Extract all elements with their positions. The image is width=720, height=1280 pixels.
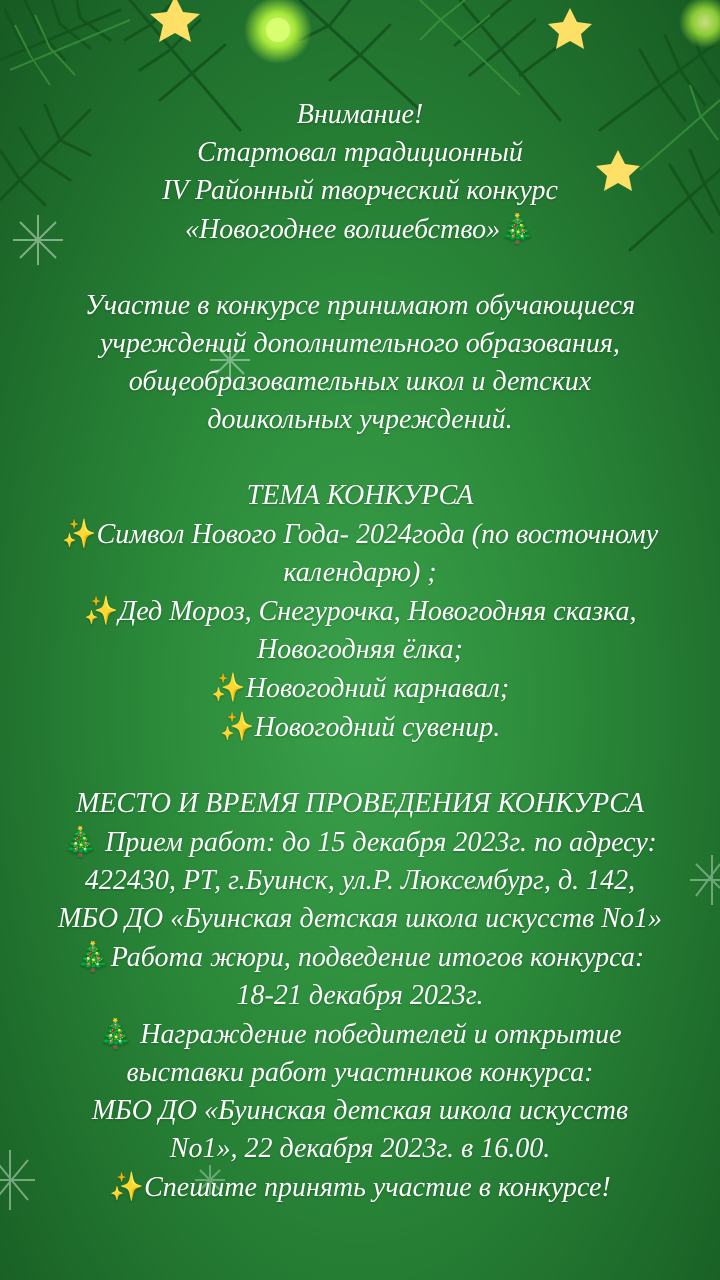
place-text: Награждение победителей и открытие [133, 1019, 622, 1050]
place-line [0, 1092, 720, 1130]
intro-text: Внимание! [296, 99, 424, 130]
intro-line [0, 96, 720, 134]
place-text: МБО ДО «Буинская детская школа искусств [91, 1095, 629, 1126]
tree-icon: 🎄 [63, 825, 99, 858]
theme-line [0, 669, 720, 708]
contest-name: «Новогоднее волшебство» [185, 214, 501, 245]
intro-text: IV Районный творческий конкурс [162, 175, 558, 206]
sparkles-icon: ✨ [83, 594, 119, 627]
announcement-text [0, 96, 720, 1207]
place-text: МБО ДО «Буинская детская школа искусств No1» [58, 903, 662, 934]
place-line [0, 1054, 720, 1092]
star-icon [548, 8, 592, 49]
theme-line [0, 631, 720, 669]
theme-line [0, 515, 720, 554]
theme-text: Новогодняя ёлка; [256, 634, 463, 665]
participants-line: дошкольных учреждений. [207, 404, 513, 435]
theme-block [0, 477, 720, 747]
participants-line: общеобразовательных школ и детских [128, 366, 592, 397]
theme-line [0, 592, 720, 631]
sparkles-icon: ✨ [61, 517, 97, 550]
place-text: 18-21 декабря 2023г. [236, 980, 484, 1011]
place-block [0, 785, 720, 1207]
intro-line [0, 172, 720, 210]
theme-line [0, 554, 720, 592]
place-line [0, 900, 720, 938]
star-icon [150, 0, 200, 42]
place-text: Работа жюри, подведение итогов конкурса: [110, 942, 645, 973]
theme-text: Дед Мороз, Снегурочка, Новогодняя сказка, [118, 596, 637, 627]
intro-block [0, 96, 720, 249]
place-line [0, 823, 720, 862]
place-text: No1», 22 декабря 2023г. в 16.00. [169, 1133, 551, 1164]
theme-text: Новогодний карнавал; [245, 673, 510, 704]
tree-icon: 🎄 [500, 212, 535, 245]
call-to-action: Спешите принять участие в конкурсе! [144, 1172, 611, 1203]
participants-line: Участие в конкурсе принимают обучающиеся [84, 290, 636, 321]
sparkles-icon: ✨ [109, 1170, 145, 1203]
place-title: МЕСТО И ВРЕМЯ ПРОВЕДЕНИЯ КОНКУРСА [76, 788, 644, 819]
place-line [0, 1130, 720, 1168]
tree-icon: 🎄 [98, 1017, 134, 1050]
theme-line [0, 708, 720, 747]
participants-block [0, 287, 720, 439]
theme-text: календарю) ; [283, 557, 437, 588]
place-line [0, 938, 720, 977]
intro-line [0, 134, 720, 172]
tree-icon: 🎄 [75, 940, 111, 973]
place-line [0, 1015, 720, 1054]
intro-text: Стартовал традиционный [197, 137, 523, 168]
ornament-icon [679, 0, 720, 48]
sparkles-icon: ✨ [219, 710, 255, 743]
participants-line: учреждений дополнительного образования, [100, 328, 620, 359]
place-line [0, 977, 720, 1015]
place-text: выставки работ участников конкурса: [126, 1057, 594, 1088]
theme-text: Символ Нового Года- 2024года (по восточному [96, 519, 659, 550]
theme-title: ТЕМА КОНКУРСА [246, 480, 474, 511]
place-line [0, 862, 720, 900]
place-text: Прием работ: до 15 декабря 2023г. по адресу: [98, 827, 657, 858]
intro-line [0, 210, 720, 249]
theme-text: Новогодний сувенир. [254, 712, 501, 743]
sparkles-icon: ✨ [210, 671, 246, 704]
place-text: 422430, РТ, г.Буинск, ул.Р. Люксембург, д. 142, [84, 865, 636, 896]
place-line [0, 1168, 720, 1207]
